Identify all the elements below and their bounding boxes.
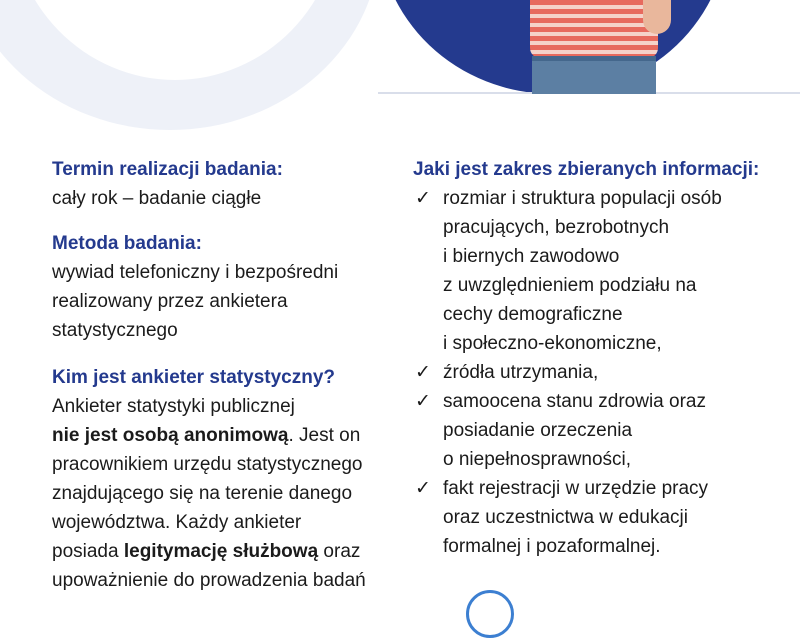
bold-anonymous: nie jest osobą anonimową (52, 425, 289, 446)
right-column (413, 155, 793, 561)
text-jest-on: . Jest on (288, 425, 361, 446)
checkmark-icon: ✓ (415, 361, 431, 383)
list-item-text: źródła utrzymania, (443, 362, 599, 383)
text-ankieter-lines-3-5: pracownikiem urzędu statystycznego znajdującego się na terenie danego województwa. Każdy ankieter (52, 454, 363, 533)
list-item-text: fakt rejestracji w urzędzie pracy oraz uczestnictwa w edukacji formalnej i pozaformalnej. (443, 478, 709, 557)
checkmark-icon: ✓ (415, 477, 431, 499)
heading-metoda: Metoda badania: (52, 233, 202, 254)
text-ankieter-line-7: upoważnienie do prowadzenia badań (52, 570, 366, 591)
text-ankieter-line-2 (52, 421, 397, 450)
jeans-waistband (532, 56, 656, 61)
text-termin: cały rok – badanie ciągłe (52, 188, 262, 209)
text-oraz: oraz (318, 541, 361, 562)
list-item (413, 387, 793, 474)
section-termin (52, 155, 397, 213)
list-item (413, 184, 793, 358)
list-item-text: rozmiar i struktura populacji osób pracujących, bezrobotnych i biernych zawodowo z uwzględnieniem podziału na cechy demograficzne i społeczno-ekonomiczne, (443, 188, 722, 354)
logo-icon (466, 590, 514, 638)
checkmark-icon: ✓ (415, 390, 431, 412)
section-metoda (52, 229, 397, 345)
list-item (413, 474, 793, 561)
hero-banner (0, 0, 800, 138)
heading-ankieter: Kim jest ankieter statystyczny? (52, 367, 336, 388)
person-photo (518, 0, 668, 94)
arm (643, 0, 671, 34)
bold-legitymacja: legitymację służbową (123, 541, 319, 562)
heading-termin: Termin realizacji badania: (52, 159, 283, 180)
info-checklist (413, 184, 793, 561)
text-ankieter-line-1: Ankieter statystyki publicznej (52, 396, 295, 417)
section-ankieter (52, 363, 397, 595)
list-item (413, 358, 793, 387)
heading-zakres: Jaki jest zakres zbieranych informacji: (413, 159, 760, 180)
checkmark-icon: ✓ (415, 187, 431, 209)
striped-shirt (530, 0, 658, 58)
text-metoda: wywiad telefoniczny i bezpośredni realizowany przez ankietera statystycznego (52, 262, 339, 341)
list-item-text: samoocena stanu zdrowia oraz posiadanie orzeczenia o niepełnosprawności, (443, 391, 706, 470)
text-posiada: posiada (52, 541, 124, 562)
jeans (532, 56, 656, 94)
text-ankieter-line-6 (52, 537, 397, 566)
left-column (52, 155, 397, 595)
